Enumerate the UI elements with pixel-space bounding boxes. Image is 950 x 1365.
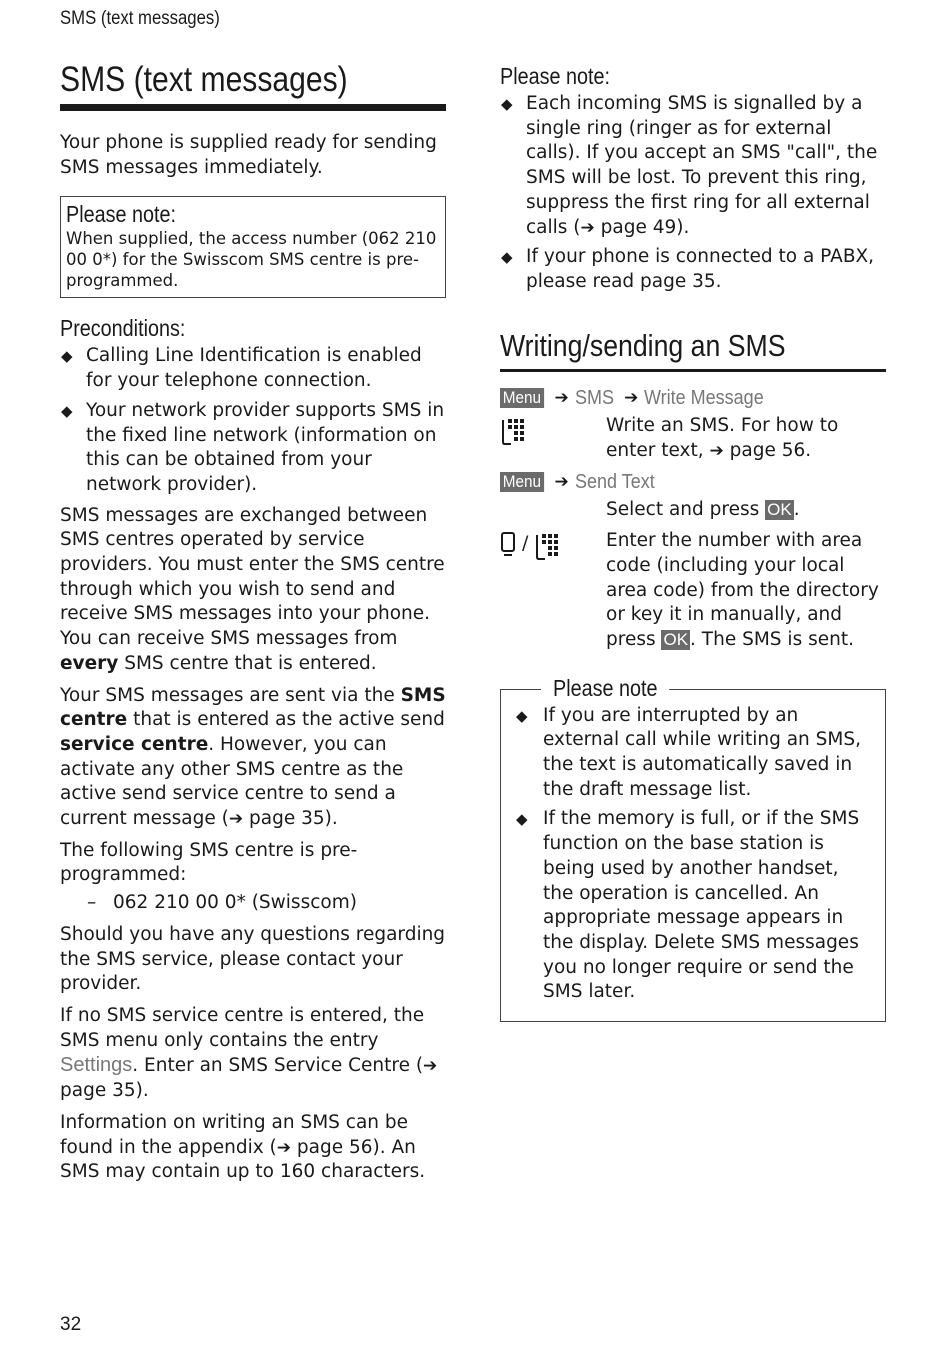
intro-paragraph: Your phone is supplied ready for sending SMS messages immediately. bbox=[60, 132, 437, 178]
preprog-paragraph: The following SMS centre is pre-programmed: bbox=[60, 839, 358, 886]
slash-separator: / bbox=[522, 532, 529, 555]
section-rule bbox=[500, 369, 886, 372]
preprog-item: – 062 210 00 0* (Swisscom) bbox=[60, 891, 446, 916]
right-arrow-icon: ➔ bbox=[276, 1137, 292, 1158]
title-rule bbox=[60, 104, 446, 111]
directory-key-icon bbox=[500, 531, 516, 557]
settings-menu-entry: Settings bbox=[60, 1054, 133, 1077]
right-column bbox=[500, 58, 886, 1022]
right-arrow-icon: ➔ bbox=[580, 217, 595, 238]
page-number: 32 bbox=[60, 1314, 82, 1335]
precondition-item: ◆ Calling Line Identification is enabled for your telephone connection. bbox=[60, 344, 446, 393]
running-head: SMS (text messages) bbox=[60, 8, 220, 29]
right-arrow-icon: ➔ bbox=[709, 441, 724, 462]
step-write-text: Write an SMS. For how to enter text, ➔ page 56. bbox=[606, 415, 839, 462]
ok-key: OK bbox=[663, 629, 689, 649]
preconditions-title: Preconditions: bbox=[60, 315, 186, 342]
menu-key: Menu bbox=[500, 388, 544, 408]
right-note-item: ◆ Each incoming SMS is signalled by a single ring (ringer as for external calls). If you accept an SMS "call", the SMS will be lost. To prevent this ring, suppress the first ring for all external calls (➔ page 49). bbox=[500, 92, 886, 240]
note-box bbox=[60, 196, 446, 298]
right-arrow-icon: ➔ bbox=[554, 387, 569, 408]
note-box-title: Please note: bbox=[66, 201, 176, 228]
precondition-item: ◆ Your network provider supports SMS in the fixed line network (information on this can be obtained from your network provider). bbox=[60, 399, 446, 498]
please-note-item: ◆ If the memory is full, or if the SMS function on the base station is being used by another handset, the operation is cancelled. An appropriate message appears in the display. Delete SMS messages you no longer require or send the SMS later. bbox=[515, 807, 871, 1005]
ok-key: OK bbox=[767, 500, 792, 520]
step-select-ok: Select and press OK . bbox=[606, 499, 800, 521]
section-title: Writing/sending an SMS bbox=[500, 327, 786, 363]
preconditions-list bbox=[60, 344, 446, 497]
please-note-title: Please note bbox=[541, 674, 670, 702]
sent-paragraph: Your SMS messages are sent via the SMS centre that is entered as the active send service centre. However, you can activate any other SMS centre as the active send service centre to send a current message (➔ page 35). bbox=[60, 684, 446, 830]
menu-key: Menu bbox=[500, 472, 544, 492]
exchange-paragraph: SMS messages are exchanged between SMS centres operated by service providers. You must enter the SMS centre through which you wish to send and receive SMS messages into your phone. You can receive SMS messages from every SMS centre that is entered. bbox=[60, 504, 445, 674]
page-title: SMS (text messages) bbox=[60, 60, 348, 99]
step-menu-write bbox=[500, 386, 886, 411]
note-box-text: When supplied, the access number (062 210 00 0*) for the Swisscom SMS centre is pre-programmed. bbox=[66, 229, 437, 291]
please-note-box bbox=[500, 674, 886, 1022]
info-paragraph: Information on writing an SMS can be found in the appendix (➔ page 56). An SMS may contain up to 160 characters. bbox=[60, 1111, 426, 1183]
right-arrow-icon: ➔ bbox=[554, 471, 569, 492]
right-arrow-icon: ➔ bbox=[423, 1056, 438, 1077]
write-message-entry: Write Message bbox=[644, 386, 765, 409]
left-column bbox=[60, 58, 446, 1192]
step-enter-number: / Enter the number with area code (including your local area code) from the directory or key it in manually, and press OK . The SMS is sent. bbox=[500, 529, 886, 653]
step-write-sms bbox=[500, 414, 886, 463]
right-note-list bbox=[500, 92, 886, 295]
keypad-icon bbox=[500, 416, 528, 446]
questions-paragraph: Should you have any questions regarding the SMS service, please contact your provider. bbox=[60, 923, 446, 995]
send-text-entry: Send Text bbox=[574, 470, 655, 493]
right-arrow-icon: ➔ bbox=[228, 809, 244, 830]
right-note-item: ◆ If your phone is connected to a PABX, please read page 35. bbox=[500, 245, 886, 294]
sms-menu-entry: SMS bbox=[574, 386, 614, 409]
please-note-item: ◆ If you are interrupted by an external call while writing an SMS, the text is automatically saved in the draft message list. bbox=[515, 704, 871, 803]
keypad-icon bbox=[534, 531, 562, 561]
right-note-title: Please note: bbox=[500, 63, 610, 89]
right-arrow-icon: ➔ bbox=[624, 387, 639, 408]
please-note-list bbox=[515, 704, 871, 1005]
no-centre-paragraph: If no SMS service centre is entered, the SMS menu only contains the entry Settings. Enter an SMS Service Centre (➔ page 35). bbox=[60, 1004, 438, 1102]
step-menu-send bbox=[500, 470, 886, 495]
